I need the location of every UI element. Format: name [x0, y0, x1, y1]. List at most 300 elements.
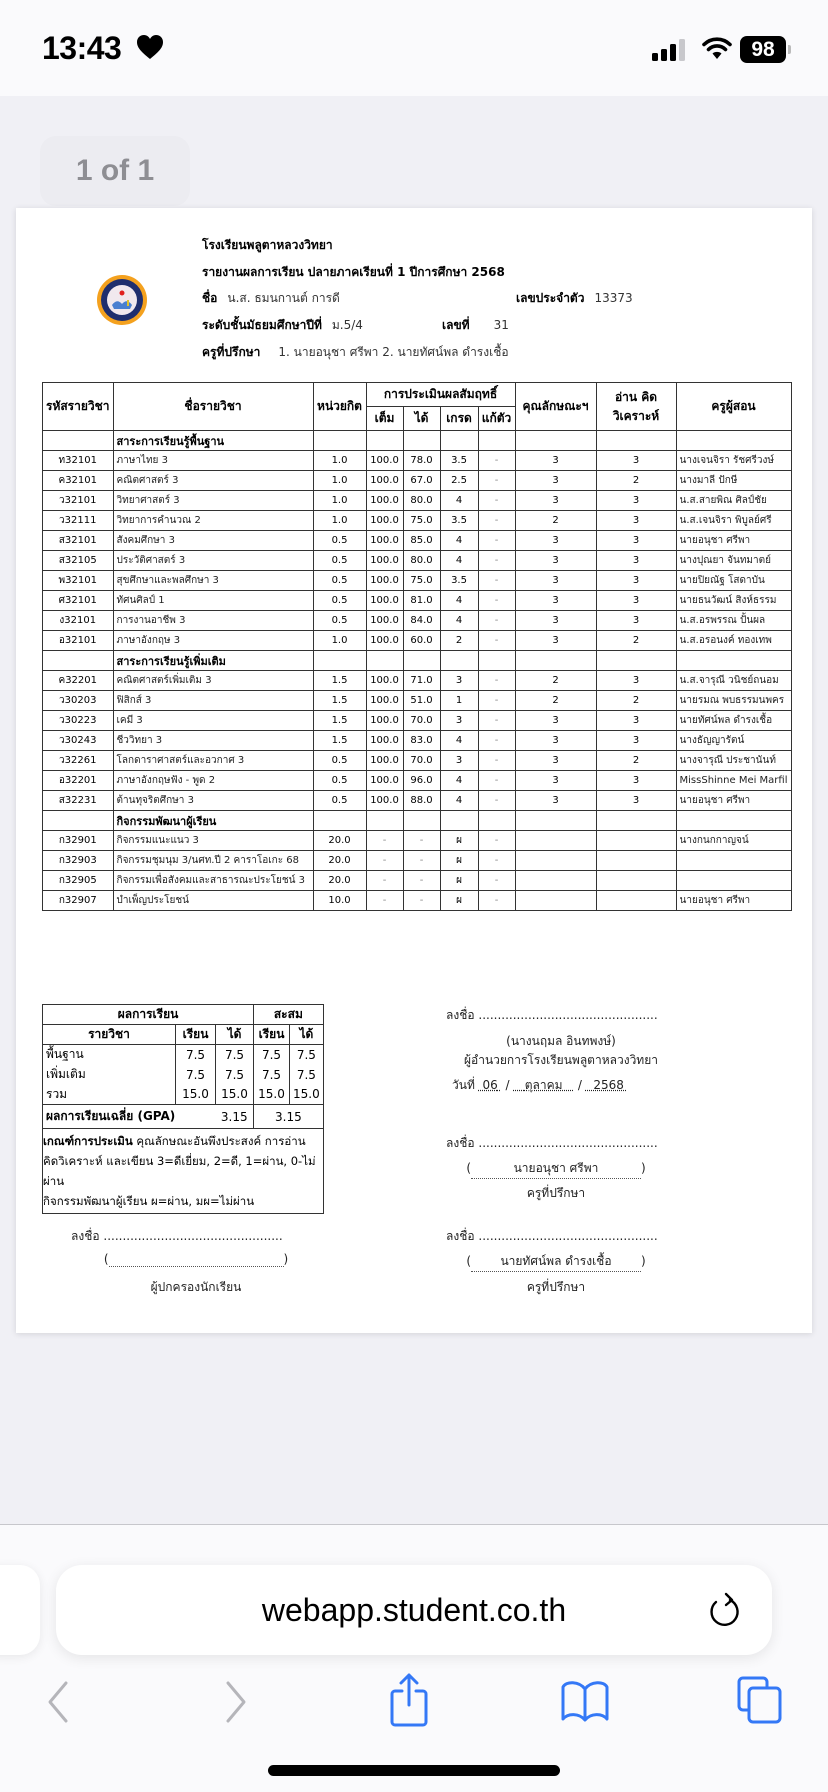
- cell-name: ประวัติศาสตร์ 3: [113, 551, 313, 571]
- student-number: 31: [493, 318, 509, 332]
- bookmarks-icon[interactable]: [560, 1679, 610, 1723]
- home-indicator: [268, 1765, 560, 1776]
- cell-teacher: นางปุณยา จันทมาตย์: [676, 551, 791, 571]
- cell-teacher: นายอนุชา ศรีพา: [676, 791, 791, 811]
- cell-got: 70.0: [403, 751, 440, 771]
- cell-got: -: [403, 851, 440, 871]
- cell-code: ว30203: [43, 691, 114, 711]
- cell-grade: 3: [440, 751, 478, 771]
- cell-code: ส32101: [43, 531, 114, 551]
- cell-character: 3: [515, 471, 596, 491]
- cell-character: 3: [515, 631, 596, 651]
- gpa-value: 3.15: [216, 1105, 254, 1129]
- tabs-icon[interactable]: [736, 1675, 784, 1725]
- cell-name: ชีววิทยา 3: [113, 731, 313, 751]
- cell-credit: 1.0: [313, 631, 366, 651]
- cell-code: ก32903: [43, 851, 114, 871]
- section-title: สาระการเรียนรู้เพิ่มเติม: [113, 651, 313, 671]
- cell-grade: 2.5: [440, 471, 478, 491]
- cell-got: 81.0: [403, 591, 440, 611]
- advisor1-name: ( นายอนุชา ศรีพา ): [456, 1159, 656, 1179]
- cell-full: 100.0: [366, 631, 403, 651]
- cell-teacher: น.ส.สายพิณ ศิลป์ชัย: [676, 491, 791, 511]
- cell-character: 3: [515, 711, 596, 731]
- cell-reading: 3: [596, 551, 676, 571]
- address-bar[interactable]: [56, 1565, 772, 1655]
- cell-retest: -: [478, 731, 515, 751]
- table-row: [43, 531, 792, 551]
- col-header-full: เต็ม: [366, 407, 403, 431]
- cell-name: สังคมศึกษา 3: [113, 531, 313, 551]
- study-header: เรียน: [176, 1025, 216, 1045]
- status-time: 13:43: [42, 30, 122, 66]
- parent-title: ผู้ปกครองนักเรียน: [150, 1280, 242, 1294]
- cell-teacher: นายอนุชา ศรีพา: [676, 891, 791, 911]
- col-header-assessment: การประเมินผลสัมฤทธิ์: [366, 383, 515, 407]
- previous-tab-preview[interactable]: [0, 1565, 40, 1655]
- advisor2-name: ( นายทัศน์พล ดำรงเชื้อ ): [456, 1252, 656, 1272]
- cell-name: ภาษาอังกฤษ 3: [113, 631, 313, 651]
- cell-character: 3: [515, 531, 596, 551]
- cell-reading: [596, 871, 676, 891]
- cell-full: 100.0: [366, 491, 403, 511]
- cell-grade: 2: [440, 631, 478, 651]
- acc-study-header: เรียน: [254, 1025, 290, 1045]
- cell-grade: 4: [440, 531, 478, 551]
- cell-teacher: MissShinne Mei Marfil: [676, 771, 791, 791]
- cell-got: 67.0: [403, 471, 440, 491]
- cell-retest: -: [478, 711, 515, 731]
- subject-header: รายวิชา: [43, 1025, 176, 1045]
- cell-name: สุขศึกษาและพลศึกษา 3: [113, 571, 313, 591]
- director-signature-line: ลงชื่อ ...............................................: [446, 1008, 658, 1022]
- cell-character: 3: [515, 591, 596, 611]
- cell-retest: -: [478, 831, 515, 851]
- cell-credit: 20.0: [313, 871, 366, 891]
- table-row: [43, 631, 792, 651]
- cell-got: -: [403, 871, 440, 891]
- cell-character: 3: [515, 491, 596, 511]
- cell-character: 3: [515, 791, 596, 811]
- cell-grade: 4: [440, 591, 478, 611]
- cell-character: 2: [515, 511, 596, 531]
- cell-credit: 0.5: [313, 611, 366, 631]
- report-title: รายงานผลการเรียน ปลายภาคเรียนที่ 1 ปีการศึกษา 2568: [202, 265, 505, 279]
- browser-toolbar: [0, 1524, 828, 1792]
- cell-teacher: นายปิยณัฐ โสดาบัน: [676, 571, 791, 591]
- cell-name: ทัศนศิลป์ 1: [113, 591, 313, 611]
- cell-credit: 0.5: [313, 791, 366, 811]
- cell-credit: 1.0: [313, 451, 366, 471]
- cell-got: 78.0: [403, 451, 440, 471]
- section-header-row: [43, 811, 792, 831]
- cell-code: ค32101: [43, 471, 114, 491]
- cell-teacher: [676, 871, 791, 891]
- cell-full: 100.0: [366, 731, 403, 751]
- cell-character: [515, 851, 596, 871]
- cell-retest: -: [478, 691, 515, 711]
- section-title: กิจกรรมพัฒนาผู้เรียน: [113, 811, 313, 831]
- cell-reading: [596, 851, 676, 871]
- parent-name-blank: ( ): [103, 1252, 289, 1266]
- col-header-character: คุณลักษณะฯ: [515, 383, 596, 431]
- cell-code: ก32907: [43, 891, 114, 911]
- cell-got: 88.0: [403, 791, 440, 811]
- cell-grade: 4: [440, 791, 478, 811]
- cell-code: ค32201: [43, 671, 114, 691]
- number-label: เลขที่: [442, 318, 470, 332]
- cell-name: ฟิสิกส์ 3: [113, 691, 313, 711]
- advisor-names: 1. นายอนุชา ศรีพา 2. นายทัศน์พล ดำรงเชื้อ: [278, 345, 509, 359]
- cell-character: 2: [515, 691, 596, 711]
- cell-got: 96.0: [403, 771, 440, 791]
- cell-got: 83.0: [403, 731, 440, 751]
- cell-teacher: นางมาลี ปักษี: [676, 471, 791, 491]
- cell-retest: -: [478, 631, 515, 651]
- cell-character: 3: [515, 771, 596, 791]
- cell-credit: 20.0: [313, 851, 366, 871]
- cell-full: 100.0: [366, 531, 403, 551]
- cell-code: ส32105: [43, 551, 114, 571]
- cell-full: 100.0: [366, 771, 403, 791]
- section-header-row: [43, 431, 792, 451]
- table-row: [43, 671, 792, 691]
- summary-table: [42, 1004, 324, 1214]
- cell-credit: 1.5: [313, 711, 366, 731]
- got-header: ได้: [216, 1025, 254, 1045]
- cell-reading: 3: [596, 591, 676, 611]
- cell-retest: -: [478, 851, 515, 871]
- cell-name: การงานอาชีพ 3: [113, 611, 313, 631]
- cell-name: คณิตศาสตร์ 3: [113, 471, 313, 491]
- cell-retest: -: [478, 451, 515, 471]
- cell-credit: 10.0: [313, 891, 366, 911]
- cell-code: ว32101: [43, 491, 114, 511]
- cell-grade: 4: [440, 611, 478, 631]
- col-header-retest: แก้ตัว: [478, 407, 515, 431]
- cell-code: ว32111: [43, 511, 114, 531]
- table-row: [43, 731, 792, 751]
- cell-got: -: [403, 891, 440, 911]
- cell-code: ว32261: [43, 751, 114, 771]
- advisor2-signature-line: ลงชื่อ ...............................................: [446, 1229, 658, 1243]
- cell-reading: 2: [596, 691, 676, 711]
- assessment-criteria: เกณฑ์การประเมิน คุณลักษณะอันพึงประสงค์ การอ่าน คิดวิเคราะห์ และเขียน 3=ดีเยี่ยม, 2=ดี, 1=ผ่าน, 0-ไม่ผ่าน กิจกรรมพัฒนาผู้เรียน ผ=ผ่าน, มผ=ไม่ผ่าน: [43, 1129, 324, 1214]
- school-name: โรงเรียนพลูตาหลวงวิทยา: [202, 238, 333, 252]
- cell-retest: -: [478, 611, 515, 631]
- cell-grade: 4: [440, 551, 478, 571]
- table-row: [43, 451, 792, 471]
- cell-got: 80.0: [403, 491, 440, 511]
- cell-code: ว30223: [43, 711, 114, 731]
- col-header-code: รหัสรายวิชา: [43, 383, 114, 431]
- table-row: [43, 471, 792, 491]
- cell-retest: -: [478, 551, 515, 571]
- cell-code: ส32231: [43, 791, 114, 811]
- cell-grade: 3.5: [440, 571, 478, 591]
- cell-teacher: น.ส.อรพรรณ ปั้นผล: [676, 611, 791, 631]
- cell-name: คณิตศาสตร์เพิ่มเติม 3: [113, 671, 313, 691]
- url-text[interactable]: webapp.student.co.th: [261, 1592, 567, 1628]
- cell-got: 51.0: [403, 691, 440, 711]
- cell-retest: -: [478, 891, 515, 911]
- cell-name: กิจกรรมเพื่อสังคมและสาธารณะประโยชน์ 3: [113, 871, 313, 891]
- accum-header: สะสม: [254, 1005, 324, 1025]
- cell-grade: 3: [440, 671, 478, 691]
- cell-teacher: นางกนกกาญจน์: [676, 831, 791, 851]
- table-row: [43, 511, 792, 531]
- cell-character: 3: [515, 571, 596, 591]
- cell-retest: -: [478, 471, 515, 491]
- cell-full: -: [366, 851, 403, 871]
- cell-grade: 4: [440, 731, 478, 751]
- cell-credit: 0.5: [313, 531, 366, 551]
- advisor-label: ครูที่ปรึกษา: [202, 345, 261, 359]
- cell-full: 100.0: [366, 571, 403, 591]
- cell-full: -: [366, 871, 403, 891]
- col-header-name: ชื่อรายวิชา: [113, 383, 313, 431]
- cell-reading: 2: [596, 751, 676, 771]
- grades-table: [42, 382, 792, 911]
- cell-grade: 3.5: [440, 511, 478, 531]
- cell-grade: 3.5: [440, 451, 478, 471]
- col-header-grade: เกรด: [440, 407, 478, 431]
- table-row: [43, 591, 792, 611]
- cell-full: 100.0: [366, 591, 403, 611]
- cell-reading: 3: [596, 451, 676, 471]
- cell-reading: [596, 891, 676, 911]
- advisor2-title: ครูที่ปรึกษา: [526, 1280, 586, 1294]
- cell-name: วิทยาการคำนวณ 2: [113, 511, 313, 531]
- cell-reading: 2: [596, 471, 676, 491]
- cell-retest: -: [478, 751, 515, 771]
- cell-character: 3: [515, 551, 596, 571]
- cell-teacher: น.ส.จารุณี วนิชย์ถนอม: [676, 671, 791, 691]
- cell-name: ต้านทุจริตศึกษา 3: [113, 791, 313, 811]
- cell-reading: 3: [596, 771, 676, 791]
- cell-name: บำเพ็ญประโยชน์: [113, 891, 313, 911]
- cell-full: 100.0: [366, 751, 403, 771]
- cell-got: 75.0: [403, 571, 440, 591]
- summary-row: เพิ่มเติม 7.5 7.5 7.5 7.5: [43, 1065, 324, 1085]
- cell-teacher: นางเจนจิรา รัชศรีวงษ์: [676, 451, 791, 471]
- cell-name: กิจกรรมแนะแนว 3: [113, 831, 313, 851]
- cell-name: ภาษาอังกฤษฟัง - พูด 2: [113, 771, 313, 791]
- cell-teacher: น.ส.เจนจิรา พิบูลย์ศรี: [676, 511, 791, 531]
- cell-name: วิทยาศาสตร์ 3: [113, 491, 313, 511]
- cell-character: [515, 871, 596, 891]
- cell-retest: -: [478, 491, 515, 511]
- cell-got: 60.0: [403, 631, 440, 651]
- cell-reading: 3: [596, 731, 676, 751]
- cell-full: 100.0: [366, 551, 403, 571]
- cell-retest: -: [478, 771, 515, 791]
- cell-grade: 4: [440, 491, 478, 511]
- cell-credit: 1.5: [313, 691, 366, 711]
- cell-credit: 0.5: [313, 771, 366, 791]
- student-name: น.ส. ธมนกานต์ การดี: [227, 291, 340, 305]
- cell-teacher: นายรมณ พบธรรมนพคร: [676, 691, 791, 711]
- cell-teacher: [676, 851, 791, 871]
- acc-got-header: ได้: [290, 1025, 324, 1045]
- cell-credit: 1.0: [313, 491, 366, 511]
- school-logo: [96, 274, 148, 326]
- table-row: [43, 791, 792, 811]
- cell-retest: -: [478, 791, 515, 811]
- cell-character: [515, 831, 596, 851]
- cell-reading: [596, 831, 676, 851]
- cell-grade: ผ: [440, 851, 478, 871]
- battery-icon: [740, 36, 792, 64]
- cell-full: 100.0: [366, 511, 403, 531]
- table-row: [43, 751, 792, 771]
- cell-retest: -: [478, 511, 515, 531]
- wifi-icon: [702, 36, 732, 60]
- gpa-row: [43, 1105, 324, 1129]
- cell-name: เคมี 3: [113, 711, 313, 731]
- table-row: [43, 771, 792, 791]
- cell-retest: -: [478, 871, 515, 891]
- forward-icon[interactable]: [224, 1679, 250, 1725]
- cell-credit: 1.0: [313, 471, 366, 491]
- cell-got: -: [403, 831, 440, 851]
- table-row: [43, 891, 792, 911]
- cell-credit: 20.0: [313, 831, 366, 851]
- cell-character: 2: [515, 671, 596, 691]
- cell-got: 70.0: [403, 711, 440, 731]
- battery-level: 98: [740, 36, 786, 63]
- cell-code: พ32101: [43, 571, 114, 591]
- cell-full: 100.0: [366, 711, 403, 731]
- student-id: 13373: [594, 291, 633, 305]
- cell-full: -: [366, 891, 403, 911]
- cell-name: ภาษาไทย 3: [113, 451, 313, 471]
- cell-code: ว30243: [43, 731, 114, 751]
- cell-teacher: นายอนุชา ศรีพา: [676, 531, 791, 551]
- back-icon[interactable]: [44, 1679, 70, 1725]
- director-name: (นางนฤมล อินทพงษ์): [506, 1034, 616, 1048]
- cell-reading: 3: [596, 511, 676, 531]
- cell-code: ท32101: [43, 451, 114, 471]
- cell-reading: 3: [596, 531, 676, 551]
- summary-row: พื้นฐาน 7.5 7.5 7.5 7.5: [43, 1045, 324, 1065]
- cell-code: ก32901: [43, 831, 114, 851]
- cell-full: 100.0: [366, 671, 403, 691]
- cell-grade: 3: [440, 711, 478, 731]
- cell-credit: 0.5: [313, 551, 366, 571]
- cell-teacher: นายธนวัฒน์ สิงห์ธรรม: [676, 591, 791, 611]
- cell-credit: 0.5: [313, 751, 366, 771]
- name-label: ชื่อ: [202, 291, 218, 305]
- cell-teacher: น.ส.อรอนงค์ ทองเทพ: [676, 631, 791, 651]
- cell-grade: 1: [440, 691, 478, 711]
- col-header-credit: หน่วยกิต: [313, 383, 366, 431]
- col-header-teacher: ครูผู้สอน: [676, 383, 791, 431]
- cell-character: 3: [515, 451, 596, 471]
- cell-reading: 3: [596, 611, 676, 631]
- cell-got: 71.0: [403, 671, 440, 691]
- cell-retest: -: [478, 531, 515, 551]
- gpa-label: ผลการเรียนเฉลี่ย (GPA): [43, 1105, 216, 1129]
- cell-credit: 0.5: [313, 571, 366, 591]
- table-row: [43, 491, 792, 511]
- summary-row: รวม 15.0 15.0 15.0 15.0: [43, 1085, 324, 1105]
- acc-gpa-value: 3.15: [254, 1105, 324, 1129]
- cell-credit: 1.5: [313, 731, 366, 751]
- cell-retest: -: [478, 591, 515, 611]
- cell-full: 100.0: [366, 611, 403, 631]
- cell-full: 100.0: [366, 691, 403, 711]
- reload-icon[interactable]: [706, 1591, 744, 1631]
- cell-got: 75.0: [403, 511, 440, 531]
- table-row: [43, 551, 792, 571]
- cell-code: ก32905: [43, 871, 114, 891]
- table-row: [43, 871, 792, 891]
- cell-reading: 3: [596, 711, 676, 731]
- level-label: ระดับชั้นมัธยมศึกษาปีที่: [202, 318, 322, 332]
- cell-code: ศ32101: [43, 591, 114, 611]
- col-header-reading: อ่าน คิด วิเคราะห์: [596, 383, 676, 431]
- cell-credit: 1.5: [313, 671, 366, 691]
- cell-name: โลกดาราศาสตร์และอวกาศ 3: [113, 751, 313, 771]
- cell-full: 100.0: [366, 791, 403, 811]
- cell-grade: ผ: [440, 831, 478, 851]
- table-row: [43, 831, 792, 851]
- table-row: [43, 571, 792, 591]
- cell-teacher: นางจารุณี ประชานันท์: [676, 751, 791, 771]
- table-row: [43, 851, 792, 871]
- share-icon[interactable]: [388, 1671, 430, 1729]
- table-row: [43, 691, 792, 711]
- cell-grade: ผ: [440, 871, 478, 891]
- cell-got: 84.0: [403, 611, 440, 631]
- parent-signature-line: ลงชื่อ ...............................................: [71, 1229, 283, 1243]
- cell-retest: -: [478, 671, 515, 691]
- col-header-got: ได้: [403, 407, 440, 431]
- student-id-label: เลขประจำตัว: [516, 291, 585, 305]
- status-bar: [0, 0, 828, 96]
- cell-got: 85.0: [403, 531, 440, 551]
- page-indicator: 1 of 1: [40, 136, 190, 206]
- cell-code: อ32101: [43, 631, 114, 651]
- cell-character: 3: [515, 611, 596, 631]
- report-document: [16, 208, 812, 1333]
- section-title: สาระการเรียนรู้พื้นฐาน: [113, 431, 313, 451]
- cell-character: 3: [515, 731, 596, 751]
- heart-icon: [136, 34, 164, 60]
- cell-full: 100.0: [366, 451, 403, 471]
- report-date: วันที่ 06 / ตุลาคม / 2568: [452, 1078, 624, 1092]
- advisor1-title: ครูที่ปรึกษา: [526, 1186, 586, 1200]
- cell-reading: 2: [596, 631, 676, 651]
- table-row: [43, 711, 792, 731]
- cell-grade: ผ: [440, 891, 478, 911]
- cell-reading: 3: [596, 571, 676, 591]
- cell-reading: 3: [596, 791, 676, 811]
- cell-got: 80.0: [403, 551, 440, 571]
- cell-character: [515, 891, 596, 911]
- cell-credit: 0.5: [313, 591, 366, 611]
- cell-teacher: นางธัญญารัตน์: [676, 731, 791, 751]
- cell-retest: -: [478, 571, 515, 591]
- cell-character: 3: [515, 751, 596, 771]
- cell-credit: 1.0: [313, 511, 366, 531]
- cell-teacher: นายทัศน์พล ดำรงเชื้อ: [676, 711, 791, 731]
- cell-code: อ32201: [43, 771, 114, 791]
- cellular-signal-icon: [652, 39, 688, 61]
- result-header: ผลการเรียน: [43, 1005, 254, 1025]
- cell-grade: 4: [440, 771, 478, 791]
